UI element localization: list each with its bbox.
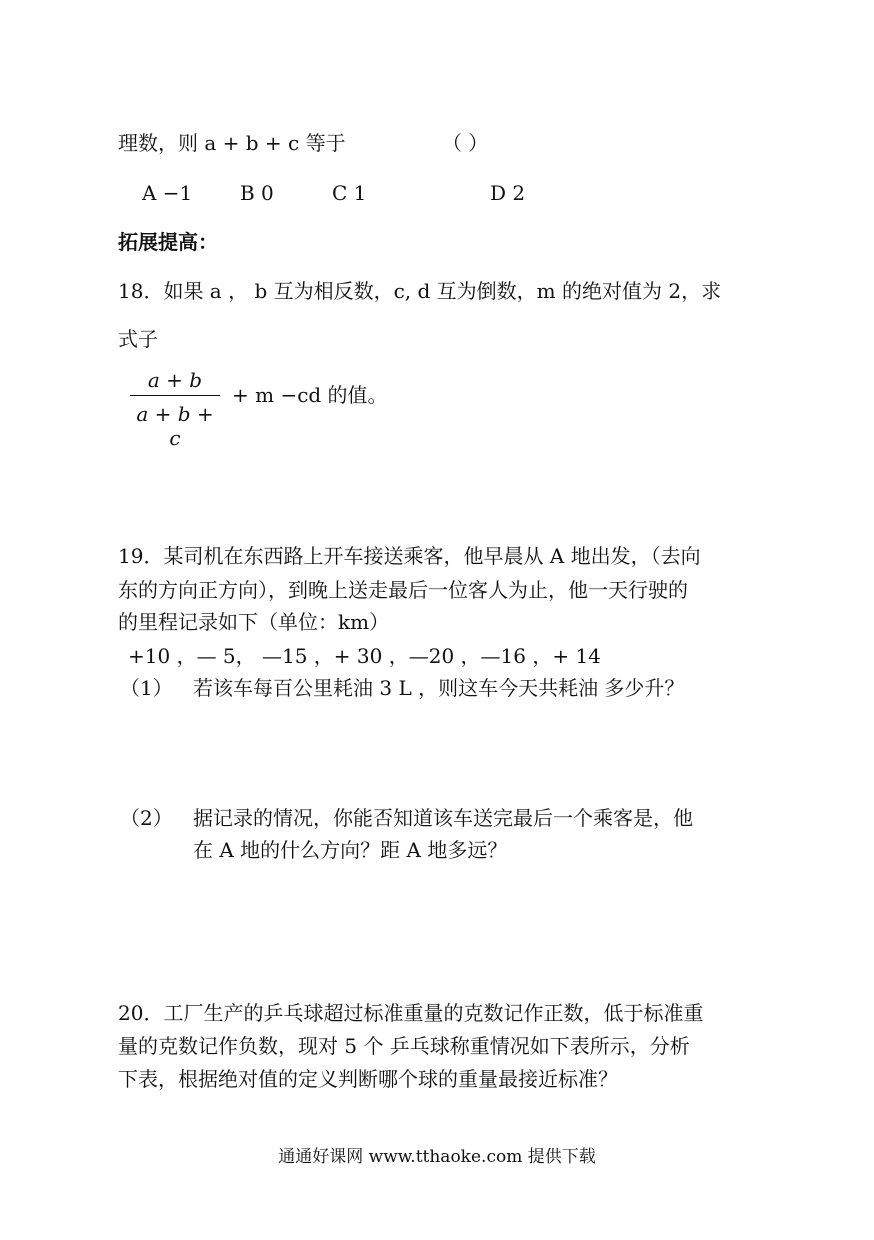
q17-option-a: A −1 (142, 181, 193, 205)
q19-line-2: 东的方向正方向），到晚上送走最后一位客人为止，他一天行驶的 (118, 578, 688, 602)
q19-mileage-record: +10 ，— 5， —15 ，+ 30 ，—20 ，—16 ，+ 14 (128, 644, 601, 668)
q17-answer-parentheses: （ ） (441, 131, 489, 155)
q18-line-1: 18．如果 a ， b 互为相反数，c, d 互为倒数，m 的绝对值为 2，求 (118, 279, 722, 303)
q19-sub1-text: 若该车每百公里耗油 3 L ，则这车今天共耗油 多少升？ (193, 676, 685, 700)
q17-option-c: C 1 (332, 181, 367, 205)
q17-continuation (118, 133, 488, 153)
q20-line-2: 量的克数记作负数，现对 5 个 乒乓球称重情况如下表所示，分析 (118, 1034, 690, 1058)
section-heading: 拓展提高： (118, 230, 218, 254)
q17-option-b: B 0 (240, 181, 274, 205)
q20-line-1: 20．工厂生产的乒乓球超过标准重量的克数记作正数，低于标准重 (118, 1001, 704, 1025)
q20-line-3: 下表，根据绝对值的定义判断哪个球的重量最接近标准？ (118, 1067, 618, 1091)
q18-fraction-numerator: a + b (147, 368, 203, 392)
q19-line-3: 的里程记录如下（单位：km） (118, 610, 390, 634)
q19-sub2-line-2: 在 A 地的什么方向？距 A 地多远？ (193, 838, 508, 862)
footer-credit: 通通好课网 www.tthaoke.com 提供下载 (278, 1147, 596, 1167)
q19-sub1-label: （1） (120, 676, 173, 700)
q18-fraction-denominator: a + b + c (136, 402, 214, 450)
q18-fraction-bar (130, 395, 220, 396)
q17-option-d: D 2 (490, 181, 526, 205)
q17-text: 理数，则 a + b + c 等于 (118, 131, 346, 155)
q19-sub2-line-1: 据记录的情况，你能否知道该车送完最后一个乘客是，他 (193, 806, 693, 830)
q18-fraction (130, 368, 220, 450)
q19-sub2-label: （2） (120, 806, 173, 830)
q18-after-fraction: + m −cd 的值。 (232, 383, 388, 407)
q18-line-2: 式子 (118, 327, 158, 351)
q19-line-1: 19．某司机在东西路上开车接送乘客，他早晨从 A 地出发，（去向 (118, 544, 701, 568)
